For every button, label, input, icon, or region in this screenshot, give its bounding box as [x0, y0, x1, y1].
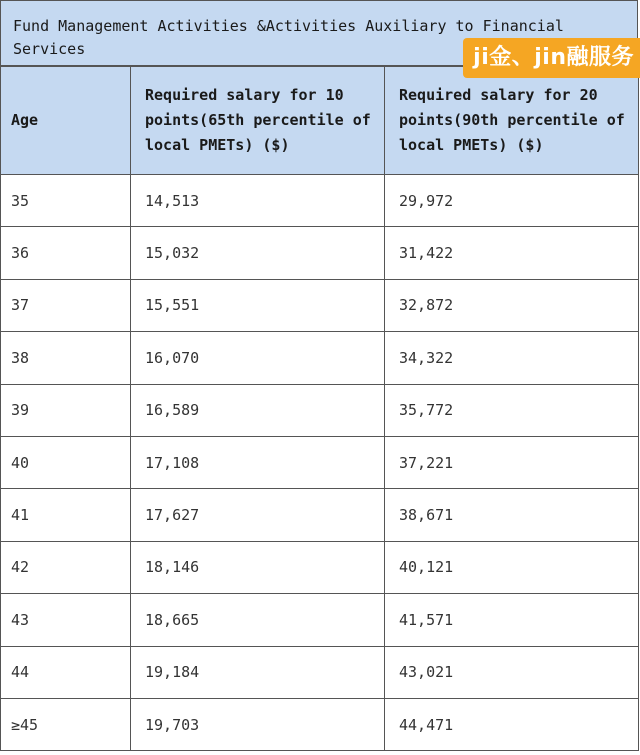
salary-10-cell: 14,513: [131, 175, 385, 227]
salary-10-cell: 17,627: [131, 489, 385, 541]
table-row: [1, 436, 639, 488]
salary-10-cell: 18,665: [131, 594, 385, 646]
table-row: [1, 175, 639, 227]
watermark-badge: ji金、jin融服务: [463, 38, 640, 78]
table-row: [1, 489, 639, 541]
salary-20-cell: 37,221: [385, 436, 639, 488]
salary-10-cell: 18,146: [131, 541, 385, 593]
age-cell: 35: [1, 175, 131, 227]
age-cell: 38: [1, 332, 131, 384]
salary-20-cell: 41,571: [385, 594, 639, 646]
table-row: [1, 384, 639, 436]
salary-10-cell: 15,551: [131, 279, 385, 331]
table-row: [1, 698, 639, 750]
header-20-points: Required salary for 20 points(90th percentile of local PMETs) ($): [385, 67, 639, 175]
age-cell: 44: [1, 646, 131, 698]
table-row: [1, 541, 639, 593]
header-row: [1, 67, 639, 175]
table-row: [1, 646, 639, 698]
table-row: [1, 279, 639, 331]
table-title: Fund Management Activities &Activities Auxiliary to Financial Services: [13, 17, 564, 58]
salary-20-cell: 38,671: [385, 489, 639, 541]
salary-20-cell: 44,471: [385, 698, 639, 750]
age-cell: 39: [1, 384, 131, 436]
salary-20-cell: 43,021: [385, 646, 639, 698]
salary-10-cell: 16,589: [131, 384, 385, 436]
salary-10-cell: 17,108: [131, 436, 385, 488]
age-cell: 36: [1, 227, 131, 279]
age-cell: 40: [1, 436, 131, 488]
age-cell: ≥45: [1, 698, 131, 750]
age-cell: 42: [1, 541, 131, 593]
salary-20-cell: 40,121: [385, 541, 639, 593]
salary-10-cell: 15,032: [131, 227, 385, 279]
header-age: Age: [1, 67, 131, 175]
age-cell: 37: [1, 279, 131, 331]
salary-20-cell: 31,422: [385, 227, 639, 279]
table-row: [1, 227, 639, 279]
header-10-points: Required salary for 10 points(65th percentile of local PMETs) ($): [131, 67, 385, 175]
table-row: [1, 332, 639, 384]
salary-20-cell: 32,872: [385, 279, 639, 331]
salary-10-cell: 19,184: [131, 646, 385, 698]
age-cell: 43: [1, 594, 131, 646]
age-cell: 41: [1, 489, 131, 541]
salary-10-cell: 16,070: [131, 332, 385, 384]
salary-table: [0, 66, 639, 751]
salary-20-cell: 35,772: [385, 384, 639, 436]
salary-10-cell: 19,703: [131, 698, 385, 750]
table-row: [1, 594, 639, 646]
salary-20-cell: 29,972: [385, 175, 639, 227]
salary-20-cell: 34,322: [385, 332, 639, 384]
